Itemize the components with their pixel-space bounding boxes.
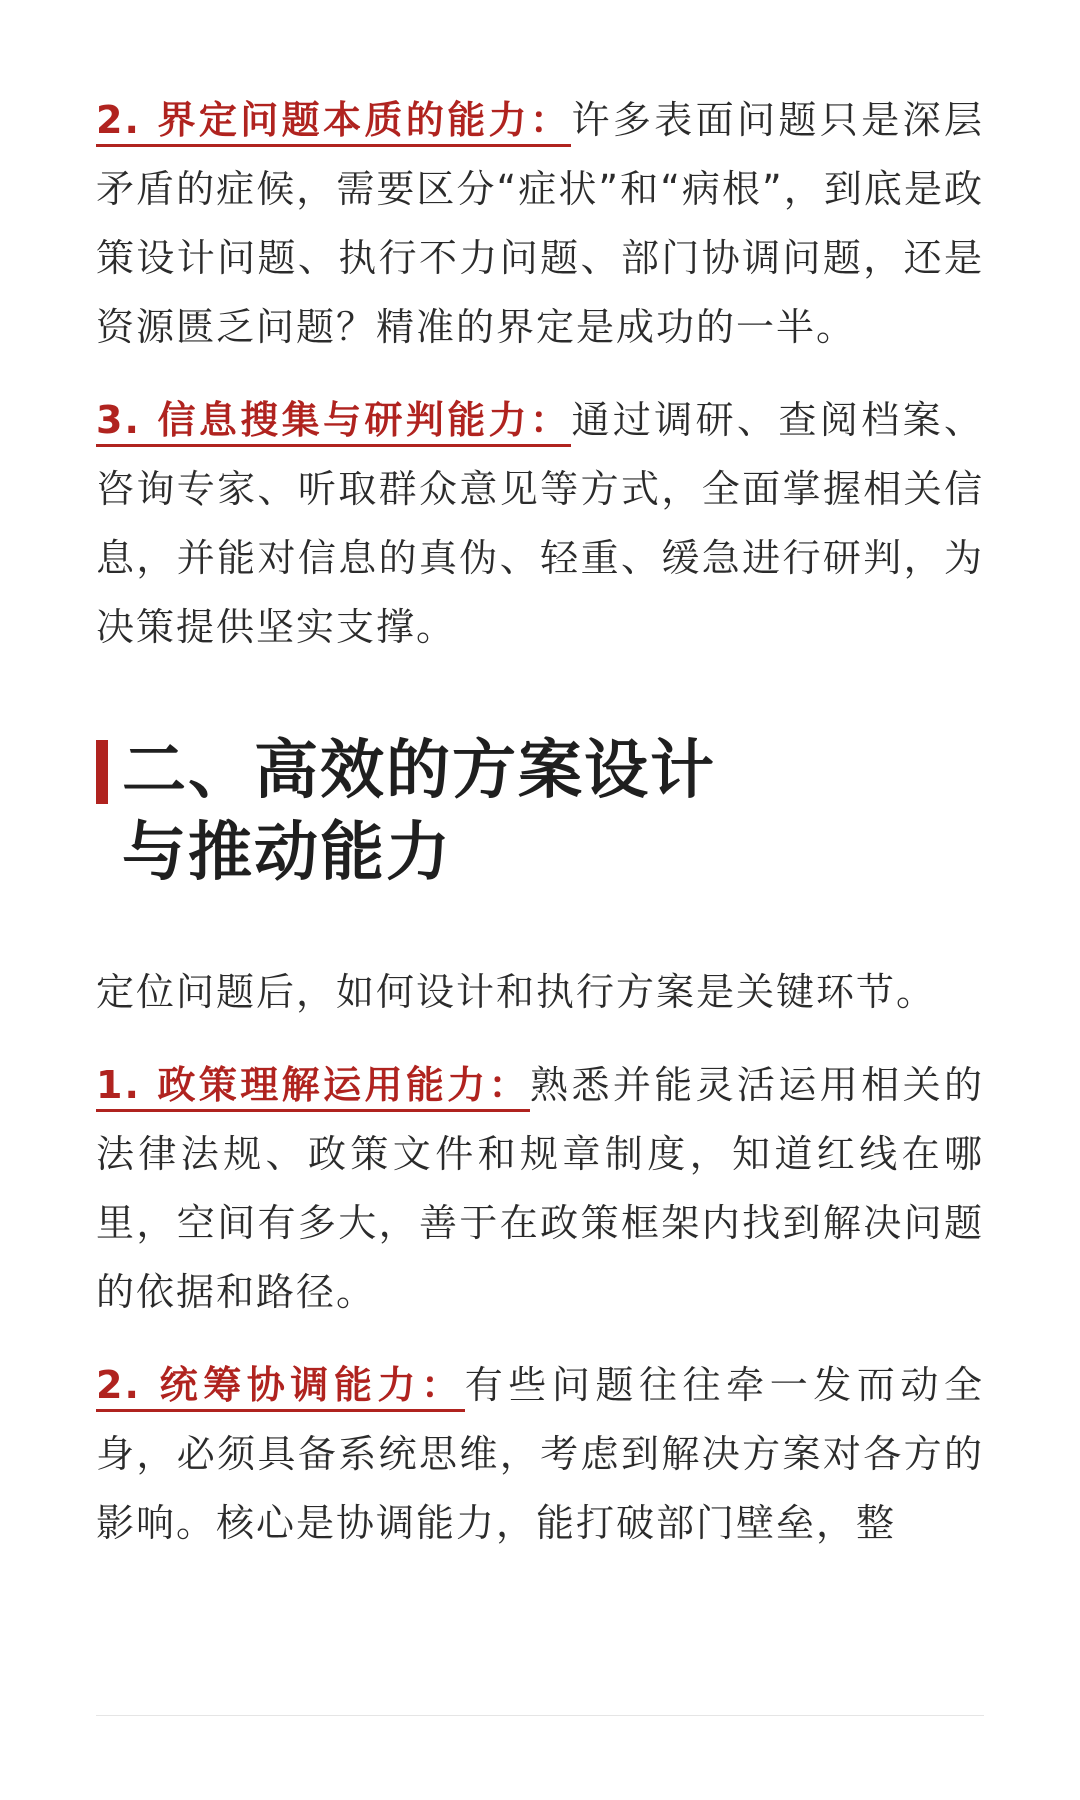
heading-line-2: 与推动能力 xyxy=(122,816,452,890)
footer-divider xyxy=(96,1715,984,1716)
section-heading xyxy=(96,730,984,894)
article-content xyxy=(96,86,984,1582)
heading-line-1: 二、高效的方案设计 xyxy=(122,734,716,808)
paragraph-coordination xyxy=(96,1351,984,1558)
paragraph-lead: 2. 界定问题本质的能力： xyxy=(96,98,571,147)
paragraph-lead: 2. 统筹协调能力： xyxy=(96,1363,465,1412)
paragraph-info-gathering xyxy=(96,386,984,662)
paragraph-body: 有些问题往往牵一发而动全身，必须具备系统思维，考虑到解决方案对各方的影响。核心是协调能力，能打破部门壁垒，整 xyxy=(96,1363,984,1545)
paragraph-define-problem xyxy=(96,86,984,362)
paragraph-lead: 1. 政策理解运用能力： xyxy=(96,1063,530,1112)
heading-accent-bar xyxy=(96,740,108,804)
paragraph-lead: 3. 信息搜集与研判能力： xyxy=(96,398,571,447)
paragraph-body: 通过调研、查阅档案、咨询专家、听取群众意见等方式，全面掌握相关信息，并能对信息的真伪、轻重、缓急进行研判，为决策提供坚实支撑。 xyxy=(96,398,984,649)
section-intro: 定位问题后，如何设计和执行方案是关键环节。 xyxy=(96,970,937,1014)
paragraph-body: 熟悉并能灵活运用相关的法律法规、政策文件和规章制度，知道红线在哪里，空间有多大，善于在政策框架内找到解决问题的依据和路径。 xyxy=(96,1063,984,1314)
paragraph-policy-application xyxy=(96,1051,984,1327)
paragraph-body: 许多表面问题只是深层矛盾的症候，需要区分“症状”和“病根”，到底是政策设计问题、执行不力问题、部门协调问题，还是资源匮乏问题？精准的界定是成功的一半。 xyxy=(96,98,984,349)
